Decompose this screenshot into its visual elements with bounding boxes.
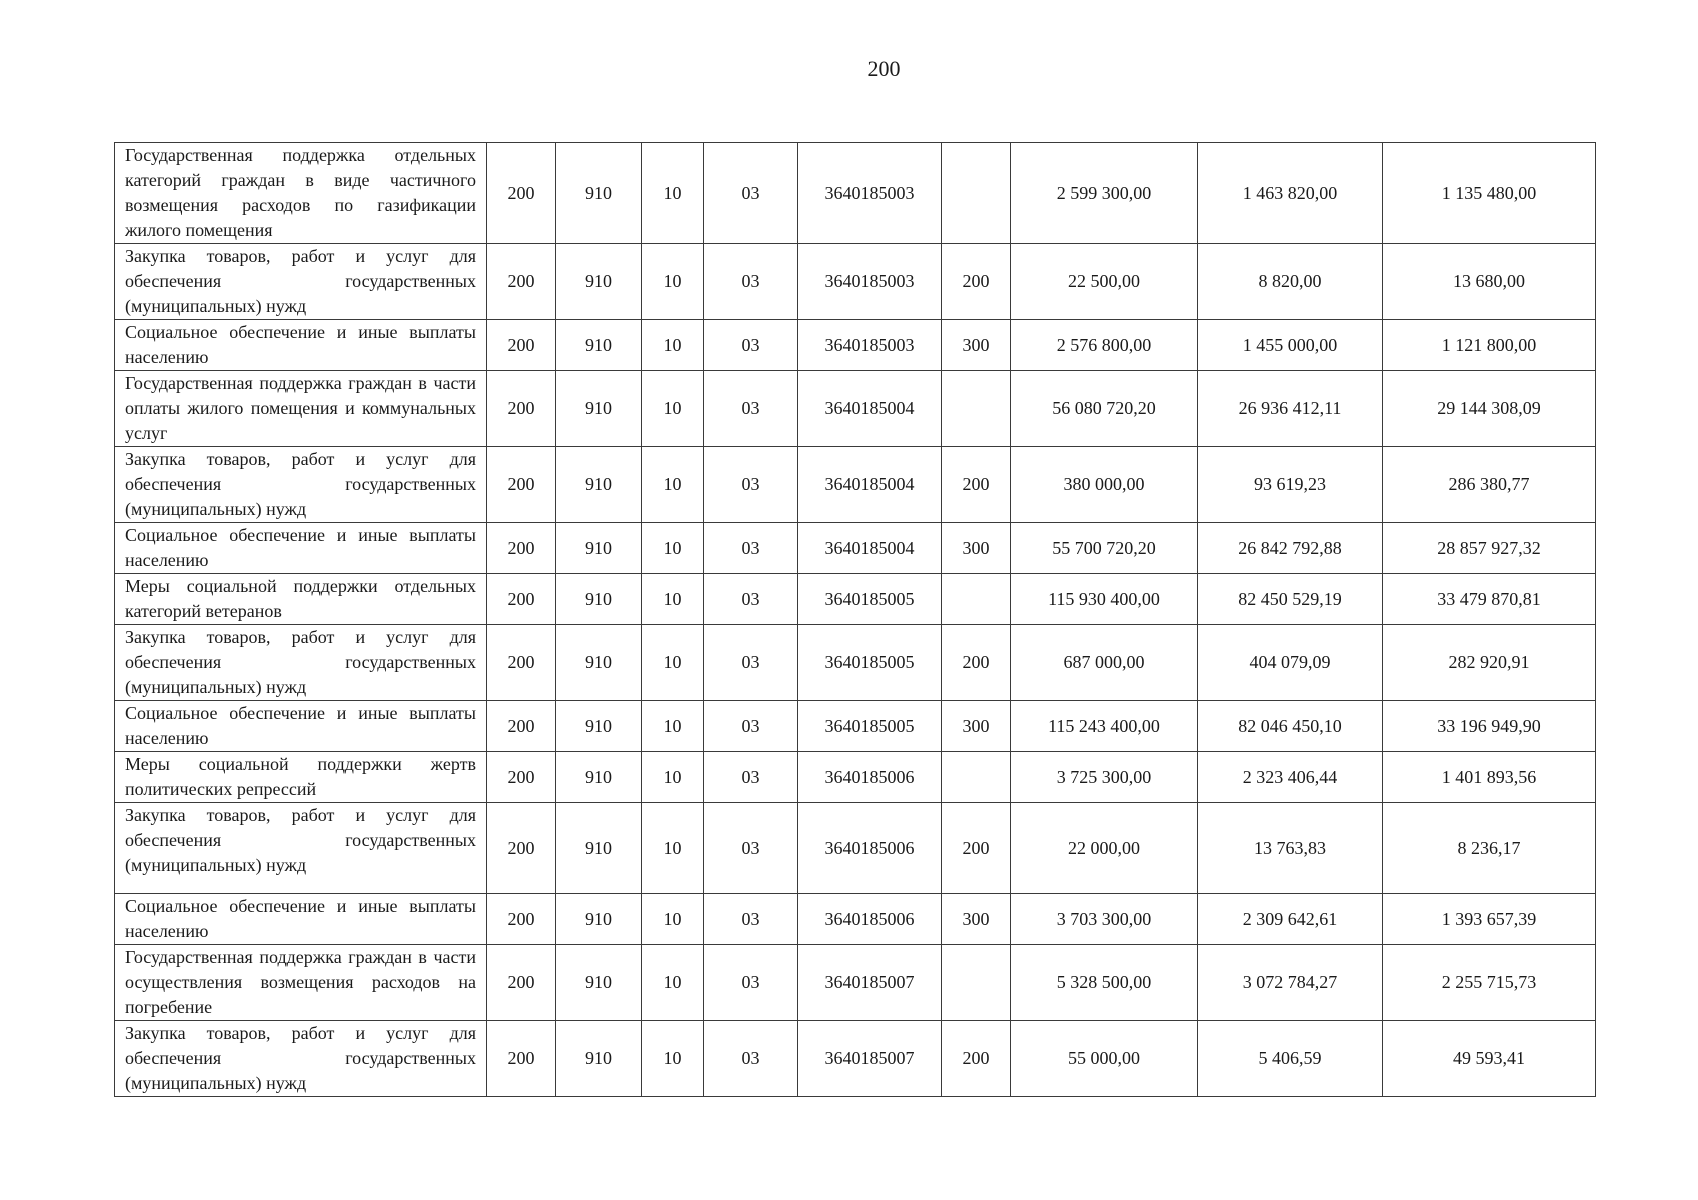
cell-c4: 03	[704, 945, 798, 1021]
cell-c4: 03	[704, 625, 798, 701]
cell-c3: 10	[642, 143, 704, 244]
cell-v2: 5 406,59	[1198, 1021, 1383, 1097]
table-row	[115, 894, 1596, 945]
row-name: Меры социальной поддержки отдельных категорий ветеранов	[115, 574, 487, 625]
cell-vr: 300	[942, 894, 1011, 945]
cell-c3: 10	[642, 803, 704, 894]
cell-v1: 55 700 720,20	[1011, 523, 1198, 574]
cell-c4: 03	[704, 143, 798, 244]
row-name: Закупка товаров, работ и услуг для обеспечения государственных (муниципальных) нужд	[115, 625, 487, 701]
cell-v2: 93 619,23	[1198, 447, 1383, 523]
cell-code: 3640185004	[798, 447, 942, 523]
cell-c2: 910	[556, 523, 642, 574]
cell-v2: 1 455 000,00	[1198, 320, 1383, 371]
row-name: Социальное обеспечение и иные выплаты населению	[115, 523, 487, 574]
cell-v1: 55 000,00	[1011, 1021, 1198, 1097]
table-row	[115, 447, 1596, 523]
cell-c4: 03	[704, 244, 798, 320]
cell-c3: 10	[642, 752, 704, 803]
cell-v2: 82 450 529,19	[1198, 574, 1383, 625]
cell-vr: 200	[942, 1021, 1011, 1097]
cell-c2: 910	[556, 752, 642, 803]
cell-vr: 200	[942, 803, 1011, 894]
cell-v1: 380 000,00	[1011, 447, 1198, 523]
cell-c1: 200	[487, 574, 556, 625]
cell-c1: 200	[487, 244, 556, 320]
cell-v3: 33 196 949,90	[1383, 701, 1596, 752]
cell-code: 3640185005	[798, 625, 942, 701]
cell-vr: 200	[942, 244, 1011, 320]
cell-c1: 200	[487, 625, 556, 701]
cell-code: 3640185006	[798, 803, 942, 894]
cell-c4: 03	[704, 803, 798, 894]
cell-c4: 03	[704, 447, 798, 523]
cell-c2: 910	[556, 371, 642, 447]
cell-v1: 687 000,00	[1011, 625, 1198, 701]
cell-c2: 910	[556, 945, 642, 1021]
cell-vr: 200	[942, 625, 1011, 701]
cell-c1: 200	[487, 894, 556, 945]
cell-c4: 03	[704, 320, 798, 371]
table-row	[115, 371, 1596, 447]
cell-v1: 2 599 300,00	[1011, 143, 1198, 244]
cell-c3: 10	[642, 523, 704, 574]
cell-c2: 910	[556, 447, 642, 523]
cell-c1: 200	[487, 320, 556, 371]
cell-c3: 10	[642, 1021, 704, 1097]
table-row	[115, 752, 1596, 803]
cell-c4: 03	[704, 1021, 798, 1097]
cell-code: 3640185006	[798, 894, 942, 945]
cell-c1: 200	[487, 752, 556, 803]
cell-c3: 10	[642, 320, 704, 371]
table-row	[115, 945, 1596, 1021]
row-name: Государственная поддержка граждан в части оплаты жилого помещения и коммунальных услуг	[115, 371, 487, 447]
cell-code: 3640185004	[798, 523, 942, 574]
cell-v2: 2 323 406,44	[1198, 752, 1383, 803]
cell-c2: 910	[556, 625, 642, 701]
row-name: Социальное обеспечение и иные выплаты населению	[115, 320, 487, 371]
cell-vr	[942, 945, 1011, 1021]
row-name: Социальное обеспечение и иные выплаты населению	[115, 701, 487, 752]
row-name: Государственная поддержка граждан в части осуществления возмещения расходов на погребение	[115, 945, 487, 1021]
cell-code: 3640185005	[798, 574, 942, 625]
cell-c3: 10	[642, 701, 704, 752]
cell-c4: 03	[704, 371, 798, 447]
cell-c3: 10	[642, 625, 704, 701]
cell-v1: 3 725 300,00	[1011, 752, 1198, 803]
cell-v3: 1 135 480,00	[1383, 143, 1596, 244]
cell-v1: 3 703 300,00	[1011, 894, 1198, 945]
cell-v3: 286 380,77	[1383, 447, 1596, 523]
cell-c4: 03	[704, 701, 798, 752]
cell-code: 3640185003	[798, 320, 942, 371]
cell-v1: 22 500,00	[1011, 244, 1198, 320]
cell-c2: 910	[556, 143, 642, 244]
cell-vr: 300	[942, 523, 1011, 574]
table-row	[115, 803, 1596, 894]
cell-v1: 22 000,00	[1011, 803, 1198, 894]
table-row	[115, 574, 1596, 625]
cell-v1: 5 328 500,00	[1011, 945, 1198, 1021]
cell-vr: 300	[942, 701, 1011, 752]
cell-v1: 115 243 400,00	[1011, 701, 1198, 752]
cell-c1: 200	[487, 803, 556, 894]
row-name: Закупка товаров, работ и услуг для обеспечения государственных (муниципальных) нужд	[115, 244, 487, 320]
cell-vr	[942, 371, 1011, 447]
cell-v3: 1 121 800,00	[1383, 320, 1596, 371]
cell-c1: 200	[487, 1021, 556, 1097]
cell-c2: 910	[556, 803, 642, 894]
row-name: Закупка товаров, работ и услуг для обеспечения государственных (муниципальных) нужд	[115, 447, 487, 523]
cell-c4: 03	[704, 894, 798, 945]
cell-code: 3640185005	[798, 701, 942, 752]
cell-c2: 910	[556, 244, 642, 320]
cell-vr	[942, 574, 1011, 625]
cell-code: 3640185007	[798, 945, 942, 1021]
cell-c2: 910	[556, 574, 642, 625]
cell-c2: 910	[556, 701, 642, 752]
cell-v3: 28 857 927,32	[1383, 523, 1596, 574]
table-row	[115, 523, 1596, 574]
cell-v1: 2 576 800,00	[1011, 320, 1198, 371]
cell-c2: 910	[556, 894, 642, 945]
table-row	[115, 701, 1596, 752]
cell-v1: 115 930 400,00	[1011, 574, 1198, 625]
page-number: 200	[867, 56, 901, 81]
cell-code: 3640185003	[798, 143, 942, 244]
cell-c3: 10	[642, 945, 704, 1021]
cell-c3: 10	[642, 371, 704, 447]
cell-c4: 03	[704, 574, 798, 625]
cell-v3: 13 680,00	[1383, 244, 1596, 320]
cell-vr: 200	[942, 447, 1011, 523]
cell-v2: 13 763,83	[1198, 803, 1383, 894]
cell-v3: 2 255 715,73	[1383, 945, 1596, 1021]
cell-v2: 404 079,09	[1198, 625, 1383, 701]
cell-v2: 26 842 792,88	[1198, 523, 1383, 574]
cell-c3: 10	[642, 574, 704, 625]
row-name: Государственная поддержка отдельных категорий граждан в виде частичного возмещения расходов по газификации жилого помещения	[115, 143, 487, 244]
cell-c1: 200	[487, 523, 556, 574]
cell-c2: 910	[556, 320, 642, 371]
cell-v3: 49 593,41	[1383, 1021, 1596, 1097]
cell-v2: 2 309 642,61	[1198, 894, 1383, 945]
cell-v2: 1 463 820,00	[1198, 143, 1383, 244]
cell-v3: 29 144 308,09	[1383, 371, 1596, 447]
budget-table	[114, 142, 1596, 1097]
table-row	[115, 625, 1596, 701]
cell-v2: 26 936 412,11	[1198, 371, 1383, 447]
cell-v3: 1 401 893,56	[1383, 752, 1596, 803]
row-name: Закупка товаров, работ и услуг для обеспечения государственных (муниципальных) нужд	[115, 1021, 487, 1097]
cell-v1: 56 080 720,20	[1011, 371, 1198, 447]
cell-code: 3640185003	[798, 244, 942, 320]
cell-v2: 82 046 450,10	[1198, 701, 1383, 752]
row-name: Социальное обеспечение и иные выплаты населению	[115, 894, 487, 945]
cell-code: 3640185006	[798, 752, 942, 803]
cell-c3: 10	[642, 244, 704, 320]
cell-c3: 10	[642, 447, 704, 523]
cell-v3: 282 920,91	[1383, 625, 1596, 701]
cell-c4: 03	[704, 523, 798, 574]
table-body	[115, 143, 1596, 1097]
cell-c1: 200	[487, 945, 556, 1021]
cell-vr: 300	[942, 320, 1011, 371]
row-name: Меры социальной поддержки жертв политических репрессий	[115, 752, 487, 803]
cell-v3: 1 393 657,39	[1383, 894, 1596, 945]
cell-vr	[942, 752, 1011, 803]
cell-c1: 200	[487, 701, 556, 752]
cell-c4: 03	[704, 752, 798, 803]
cell-c3: 10	[642, 894, 704, 945]
cell-v3: 8 236,17	[1383, 803, 1596, 894]
cell-c1: 200	[487, 447, 556, 523]
row-name: Закупка товаров, работ и услуг для обеспечения государственных (муниципальных) нужд	[115, 803, 487, 894]
cell-c2: 910	[556, 1021, 642, 1097]
cell-code: 3640185004	[798, 371, 942, 447]
table-row	[115, 143, 1596, 244]
cell-v2: 8 820,00	[1198, 244, 1383, 320]
cell-v3: 33 479 870,81	[1383, 574, 1596, 625]
cell-code: 3640185007	[798, 1021, 942, 1097]
cell-c1: 200	[487, 371, 556, 447]
table-row	[115, 320, 1596, 371]
table-row	[115, 244, 1596, 320]
cell-v2: 3 072 784,27	[1198, 945, 1383, 1021]
cell-vr	[942, 143, 1011, 244]
cell-c1: 200	[487, 143, 556, 244]
table-row	[115, 1021, 1596, 1097]
